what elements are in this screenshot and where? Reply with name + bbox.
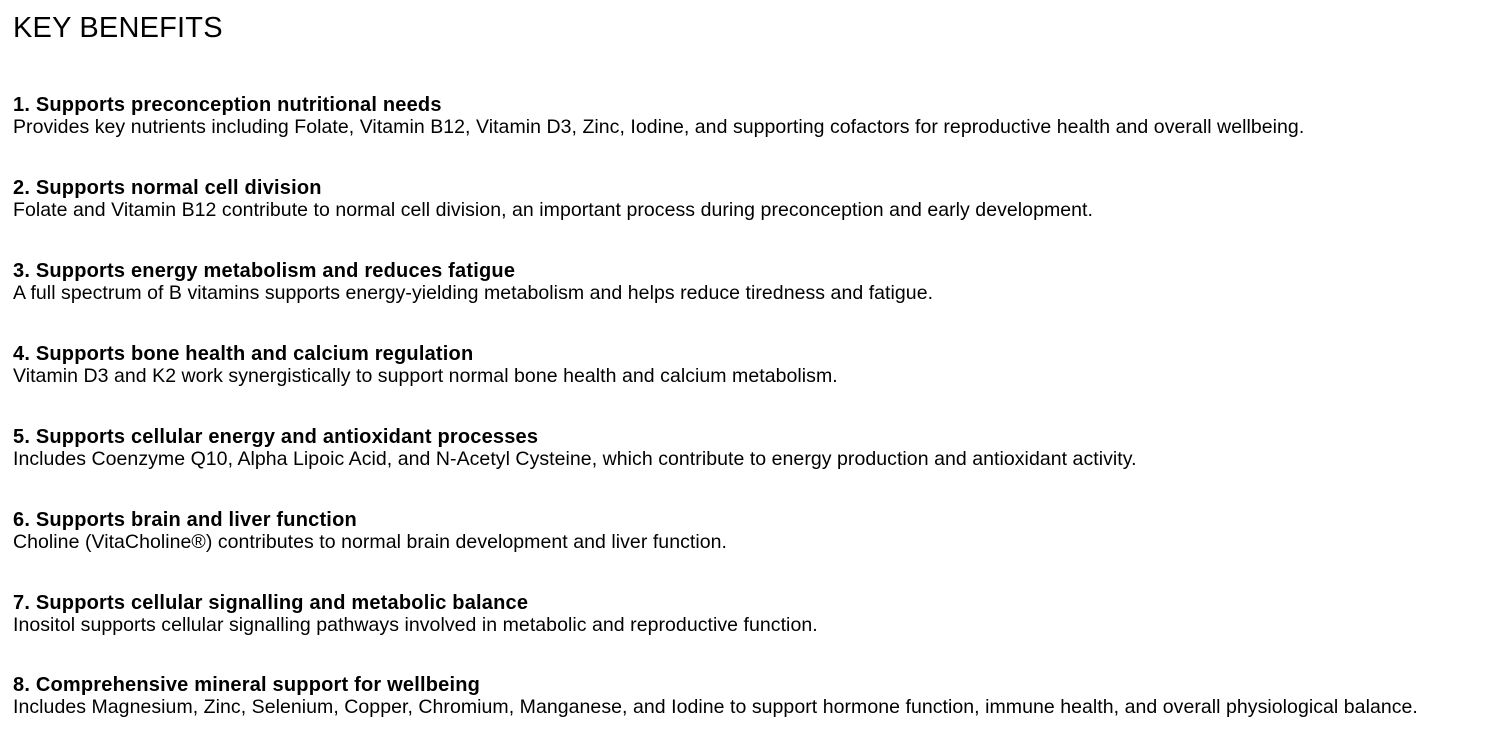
benefit-item-1 — [13, 94, 1493, 138]
benefit-heading: 8. Comprehensive mineral support for wellbeing — [13, 674, 481, 696]
benefit-item-2 — [13, 177, 1493, 221]
benefit-item-3 — [13, 260, 1493, 304]
benefit-description: Vitamin D3 and K2 work synergistically to support normal bone health and calcium metabolism. — [13, 365, 838, 387]
benefit-description: Includes Coenzyme Q10, Alpha Lipoic Acid, and N-Acetyl Cysteine, which contribute to energy production and antioxidant activity. — [13, 448, 1137, 470]
benefit-item-8 — [13, 674, 1493, 718]
benefit-heading: 4. Supports bone health and calcium regulation — [13, 343, 474, 365]
benefit-item-6 — [13, 509, 1493, 553]
benefit-description: Provides key nutrients including Folate, Vitamin B12, Vitamin D3, Zinc, Iodine, and supporting cofactors for reproductive health and overall wellbeing. — [13, 116, 1305, 138]
benefit-description: A full spectrum of B vitamins supports energy-yielding metabolism and helps reduce tiredness and fatigue. — [13, 282, 934, 304]
benefit-description: Includes Magnesium, Zinc, Selenium, Copper, Chromium, Manganese, and Iodine to support hormone function, immune health, and overall physiological balance. — [13, 696, 1418, 718]
benefit-heading: 3. Supports energy metabolism and reduces fatigue — [13, 260, 516, 282]
benefit-description: Folate and Vitamin B12 contribute to normal cell division, an important process during preconception and early development. — [13, 199, 1093, 221]
benefit-heading: 6. Supports brain and liver function — [13, 509, 357, 531]
benefit-item-5 — [13, 426, 1493, 470]
benefit-heading: 1. Supports preconception nutritional needs — [13, 94, 442, 116]
benefit-heading: 2. Supports normal cell division — [13, 177, 322, 199]
benefit-item-7 — [13, 592, 1493, 636]
page-title: KEY BENEFITS — [13, 12, 223, 44]
benefit-heading: 5. Supports cellular energy and antioxidant processes — [13, 426, 539, 448]
benefit-description: Inositol supports cellular signalling pathways involved in metabolic and reproductive function. — [13, 614, 818, 636]
benefit-item-4 — [13, 343, 1493, 387]
benefit-description: Choline (VitaCholine®) contributes to normal brain development and liver function. — [13, 531, 727, 553]
benefit-heading: 7. Supports cellular signalling and metabolic balance — [13, 592, 529, 614]
